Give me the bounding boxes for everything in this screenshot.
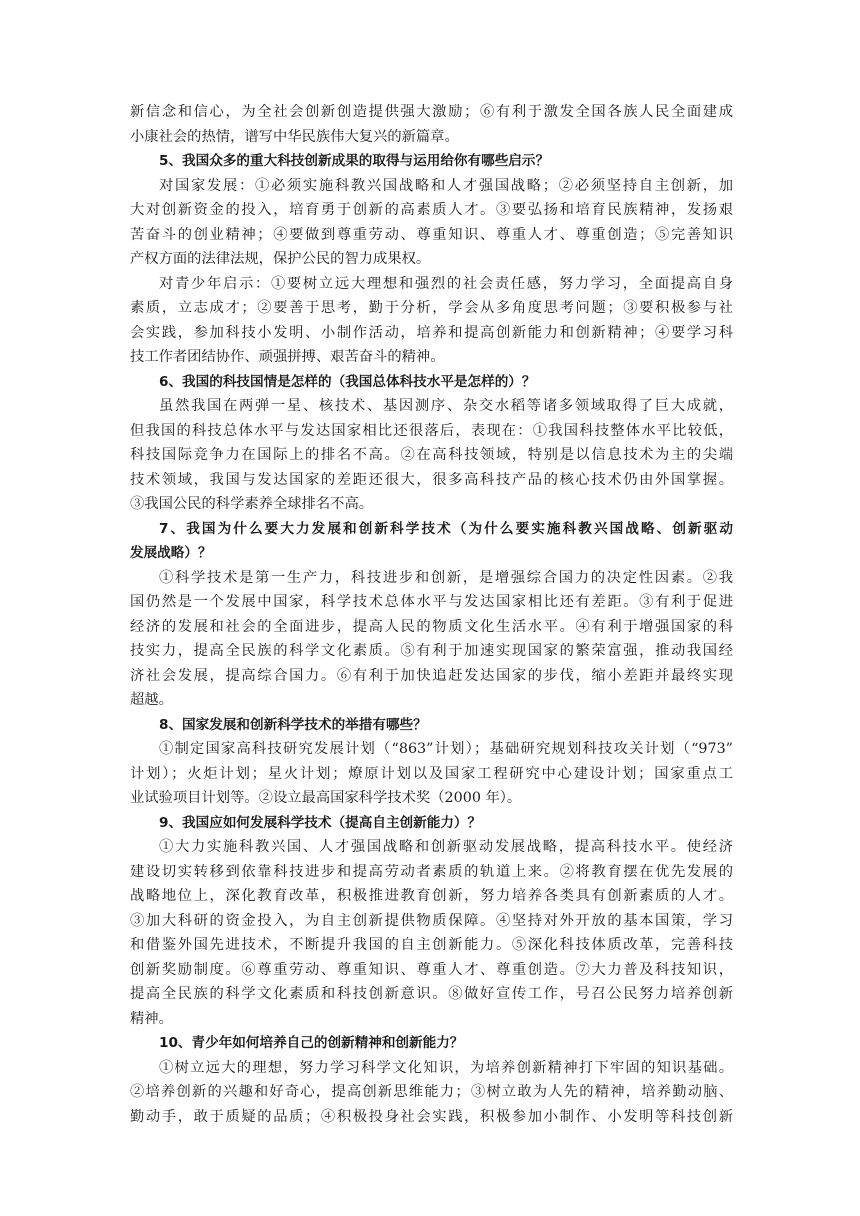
paragraph-line: 业试验项目计划等。②设立最高国家科学技术奖（2000 年）。 xyxy=(130,790,522,806)
paragraph-line: 创新奖励制度。⑥尊重劳动、尊重知识、尊重人才、尊重创造。⑦大力普及科技知识， xyxy=(130,961,733,978)
paragraph-line: 会实践，参加科技小发明、小制作活动，培养和提高创新能力和创新精神；④要学习科 xyxy=(130,324,733,341)
paragraph-line: 对国家发展：①必须实施科教兴国战略和人才强国战略；②必须坚持自主创新，加 xyxy=(159,177,733,194)
question-heading: 发展战略）？ xyxy=(130,545,212,561)
paragraph-line: 产权方面的法律法规，保护公民的智力成果权。 xyxy=(130,251,431,267)
question-heading: 10、青少年如何培养自己的创新精神和创新能力？ xyxy=(159,1035,464,1051)
paragraph-line: 苦奋斗的创业精神；④要做到尊重劳动、尊重知识、尊重人才、尊重创造；⑤完善知识 xyxy=(130,226,733,243)
paragraph-line: ①科学技术是第一生产力，科技进步和创新，是增强综合国力的决定性因素。②我 xyxy=(159,569,733,586)
paragraph-line: 精神。 xyxy=(130,1010,173,1027)
paragraph-line: 和借鉴外国先进技术，不断提升我国的自主创新能力。⑤深化科技体质改革，完善科技 xyxy=(130,937,733,953)
paragraph-line: ①大力实施科教兴国、人才强国战略和创新驱动发展战略，提高科技水平。使经济 xyxy=(159,839,733,855)
question-heading: 8、国家发展和创新科学技术的举措有哪些？ xyxy=(159,716,427,733)
paragraph-line: 技实力，提高全民族的科学文化素质。⑤有利于加速实现国家的繁荣富强，推动我国经 xyxy=(130,643,733,659)
paragraph-line: 提高全民族的科学文化素质和科技创新意识。⑧做好宣传工作，号召公民努力培养创新 xyxy=(130,986,733,1002)
question-heading: 6、我国的科技国情是怎样的（我国总体科技水平是怎样的）？ xyxy=(159,373,536,390)
paragraph-line: 但我国的科技总体水平与发达国家相比还很落后，表现在：①我国科技整体水平比较低， xyxy=(130,422,733,439)
paragraph-line: 新信念和信心，为全社会创新创造提供强大激励；⑥有利于激发全国各族人民全面建成 xyxy=(130,104,733,120)
paragraph-line: 超越。 xyxy=(130,692,173,708)
paragraph-line: 小康社会的热情，谱写中华民族伟大复兴的新篇章。 xyxy=(130,128,459,145)
paragraph-line: 战略地位上，深化教育改革，积极推进教育创新，努力培养各类具有创新素质的人才。 xyxy=(130,888,733,904)
paragraph-line: ①树立远大的理想，努力学习科学文化知识，为培养创新精神打下牢固的知识基础。 xyxy=(159,1059,733,1076)
paragraph-line: 国仍然是一个发展中国家，科学技术总体水平与发达国家相比还有差距。③有利于促进 xyxy=(130,594,733,610)
paragraph-line: 技工作者团结协作、顽强拼搏、艰苦奋斗的精神。 xyxy=(130,349,445,365)
paragraph-line: 建设切实转移到依靠科技进步和提高劳动者素质的轨道上来。②将教育摆在优先发展的 xyxy=(130,863,733,880)
paragraph-line: ②培养创新的兴趣和好奇心，提高创新思维能力；③树立敢为人先的精神，培养勤动脑、 xyxy=(130,1084,733,1100)
question-heading: 7、我国为什么要大力发展和创新科学技术（为什么要实施科教兴国战略、创新驱动 xyxy=(159,520,733,537)
paragraph-line: ③加大科研的资金投入，为自主创新提供物质保障。④坚持对外开放的基本国策，学习 xyxy=(130,912,733,929)
paragraph-line: 计划）；火炬计划；星火计划；燎原计划以及国家工程研究中心建设计划；国家重点工 xyxy=(130,765,733,782)
paragraph-line: 技术领域，我国与发达国家的差距还很大，很多高科技产品的核心技术仍由外国掌握。 xyxy=(130,471,733,488)
paragraph-line: 经济的发展和社会的全面进步，提高人民的物质文化生活水平。④有利于增强国家的科 xyxy=(130,618,733,635)
question-heading: 9、我国应如何发展科学技术（提高自主创新能力）？ xyxy=(159,814,482,831)
paragraph-line: 对青少年启示：①要树立远大理想和强烈的社会责任感，努力学习，全面提高自身 xyxy=(159,275,733,292)
paragraph-line: ①制定国家高科技研究发展计划（“863”计划）；基础研究规划科技攻关计划（“973” xyxy=(159,741,733,757)
paragraph-line: 大对创新资金的投入，培育勇于创新的高素质人才。③要弘扬和培育民族精神，发扬艰 xyxy=(130,202,733,218)
paragraph-line: 科技国际竞争力在国际上的排名不高。②在高科技领域，特别是以信息技术为主的尖端 xyxy=(130,447,733,463)
paragraph-line: ③我国公民的科学素养全球排名不高。 xyxy=(130,496,374,512)
paragraph-line: 虽然我国在两弹一星、核技术、基因测序、杂交水稻等诸多领域取得了巨大成就， xyxy=(159,398,733,414)
paragraph-line: 素质，立志成才；②要善于思考，勤于分析，学会从多角度思考问题；③要积极参与社 xyxy=(130,300,733,316)
paragraph-line: 勤动手，敢于质疑的品质；④积极投身社会实践，积极参加小制作、小发明等科技创新 xyxy=(130,1108,733,1125)
document-page xyxy=(130,100,733,1129)
question-heading: 5、我国众多的重大科技创新成果的取得与运用给你有哪些启示？ xyxy=(159,153,550,169)
paragraph-line: 济社会发展，提高综合国力。⑥有利于加快追赶发达国家的步伐，缩小差距并最终实现 xyxy=(130,667,733,684)
